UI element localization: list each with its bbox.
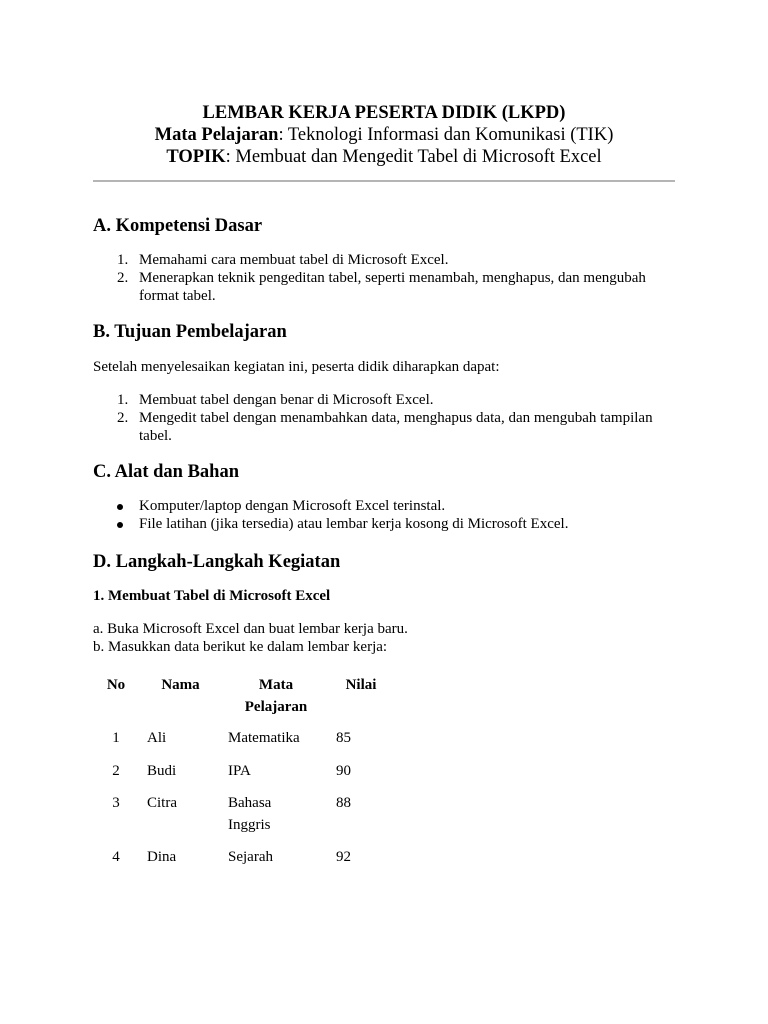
document-title: LEMBAR KERJA PESERTA DIDIK (LKPD) [202,103,566,123]
section-c-heading: C. Alat dan Bahan [93,462,239,482]
section-d-heading: D. Langkah-Langkah Kegiatan [93,552,341,572]
table-cell: Dina [147,849,177,865]
table-header-no: No [106,677,126,693]
list-item: File latihan (jika tersedia) atau lembar kerja kosong di Microsoft Excel. [93,515,673,533]
table-cell: 4 [112,849,120,865]
section-a-heading: A. Kompetensi Dasar [93,216,263,236]
bullet-icon [117,504,123,510]
list-item: 1. Membuat tabel dengan benar di Microsoft Excel. [117,392,434,408]
table-cell: 1 [112,730,120,746]
section-b-heading: B. Tujuan Pembelajaran [93,322,287,342]
list-item: 2. Mengedit tabel dengan menambahkan data, menghapus data, dan mengubah tampilan tabel. [117,410,653,444]
table-cell: 2 [112,763,120,779]
table-header-nama: Nama [161,677,200,693]
table-cell: Bahasa Inggris [228,795,272,833]
step-b: b. Masukkan data berikut ke dalam lembar kerja: [93,639,388,655]
table-cell: 3 [112,795,120,811]
table-cell: Budi [147,763,177,779]
table-cell: Matematika [228,730,300,746]
table-cell: 92 [336,849,351,865]
section-b-list [93,391,673,445]
subject-line: Mata Pelajaran: Teknologi Informasi dan Komunikasi (TIK) [154,125,614,145]
table-header-nilai: Nilai [345,677,377,693]
table-cell: IPA [228,763,251,779]
table-header-mata-pelajaran: Mata Pelajaran [244,677,308,715]
table-cell: Sejarah [228,849,273,865]
section-a-list [93,251,673,305]
table-cell: Ali [147,730,167,746]
table-cell: 90 [336,763,351,779]
step-a: a. Buka Microsoft Excel dan buat lembar kerja baru. [93,621,408,637]
step-1-heading: 1. Membuat Tabel di Microsoft Excel [93,588,331,604]
table-cell: 85 [336,730,351,746]
divider-line [93,180,675,182]
table-cell: 88 [336,795,351,811]
section-b-intro: Setelah menyelesaikan kegiatan ini, peserta didik diharapkan dapat: [93,359,500,375]
section-c-list [93,497,673,533]
list-item: 2. Menerapkan teknik pengeditan tabel, seperti menambah, menghapus, dan mengubah format tabel. [117,270,646,304]
table-cell: Citra [147,795,177,811]
list-item: 1. Memahami cara membuat tabel di Microsoft Excel. [117,252,449,268]
bullet-icon [117,522,123,528]
list-item: Komputer/laptop dengan Microsoft Excel terinstal. [93,497,673,515]
topic-line: TOPIK: Membuat dan Mengedit Tabel di Microsoft Excel [166,147,602,167]
